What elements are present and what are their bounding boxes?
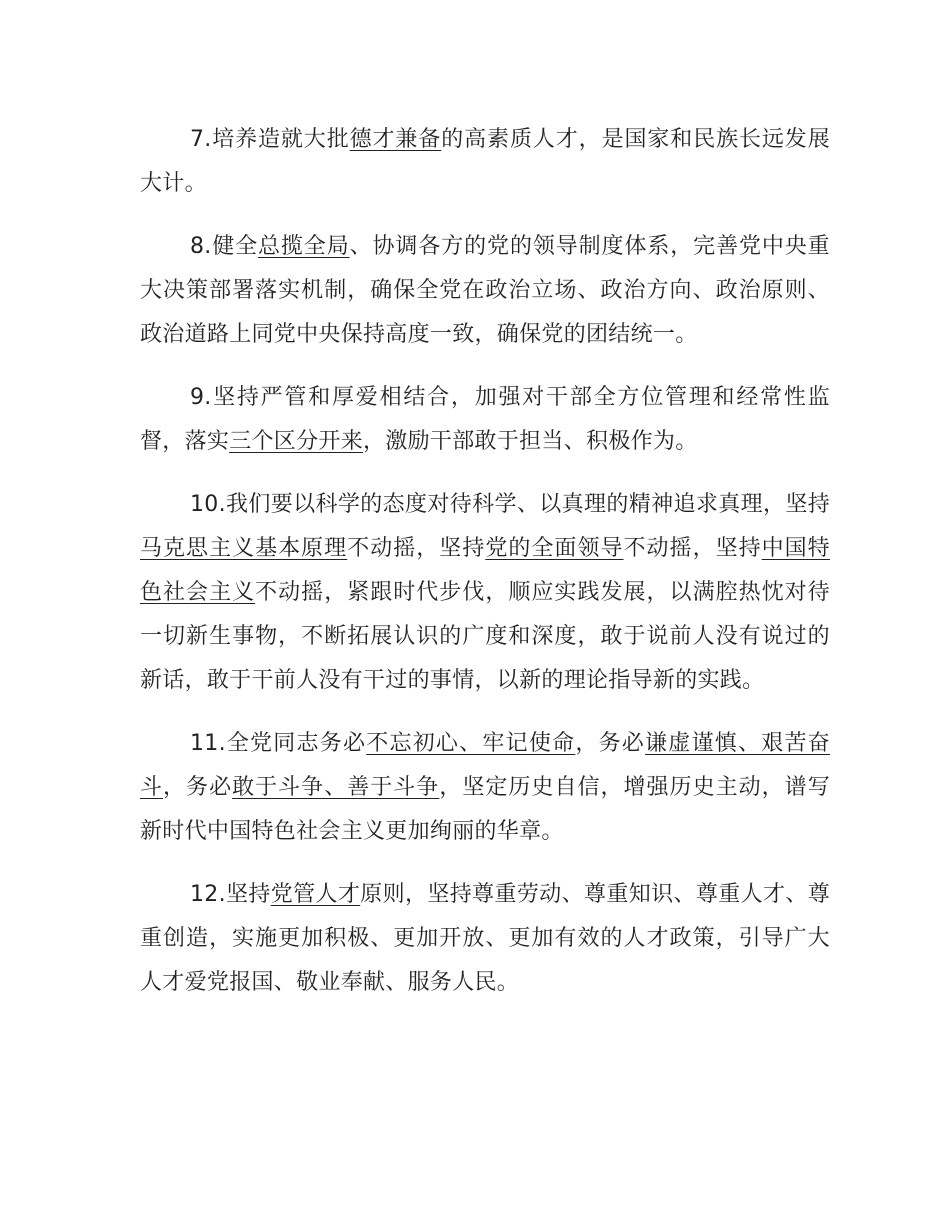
underlined-term: 三个区分开来	[229, 429, 364, 454]
text-run: 不动摇，紧跟时代步伐，顺应实践发展，以满腔热忱对待一切新生事物，不断拓展认识的广度和深度，敢于说前人没有说过的新话，敢于干前人没有干过的事情，以新的理论指导新的实践。	[140, 580, 830, 693]
paragraph-10	[140, 483, 830, 703]
underlined-term: 党管人才	[270, 882, 361, 907]
text-run: 11.全党同志务必	[190, 731, 367, 756]
paragraph-11	[140, 722, 830, 854]
text-run: ，坚定历史自信，增强历史主动，谱写新时代中国特色社会主义更加绚丽的华章。	[140, 775, 830, 844]
paragraph-7	[140, 118, 830, 206]
text-run: 8.健全	[190, 234, 258, 259]
text-run: 不动摇，坚持	[347, 536, 486, 561]
text-run: 、协调各方的党的领导制度体系，完善党中央重大决策部署落实机制，确保全党在政治立场、政治方向、政治原则、政治道路上同党中央保持高度一致，确保党的团结统一。	[140, 234, 830, 347]
paragraph-12	[140, 873, 830, 1005]
paragraph-8	[140, 225, 830, 357]
document-body	[140, 118, 830, 1024]
underlined-term: 总揽全局	[258, 234, 350, 259]
text-run: ，务必	[575, 731, 646, 756]
underlined-term: 德才兼备	[349, 127, 442, 152]
underlined-term: 敢于斗争、善于斗争	[232, 775, 440, 800]
paragraph-9	[140, 376, 830, 464]
text-run: 不动摇，坚持	[623, 536, 762, 561]
underlined-term: 党的全面领导	[485, 536, 624, 561]
text-run: 12.坚持	[190, 882, 271, 907]
underlined-term: 谦虚谨慎、艰苦奋斗	[140, 731, 830, 800]
text-run: 9.坚持严管和厚爱相结合，加强对干部全方位管理和经常性监督，落实	[140, 385, 830, 454]
underlined-term: 马克思主义基本原理	[140, 536, 348, 561]
underlined-term: 中国特色社会主义	[140, 536, 830, 605]
text-run: ，务必	[163, 775, 233, 800]
underlined-term: 不忘初心、牢记使命	[366, 731, 576, 756]
text-run: 10.我们要以科学的态度对待科学、以真理的精神追求真理，坚持	[190, 492, 830, 517]
text-run: ，激励干部敢于担当、积极作为。	[363, 429, 698, 454]
text-run: 原则，坚持尊重劳动、尊重知识、尊重人才、尊重创造，实施更加积极、更加开放、更加有效的人才政策，引导广大人才爱党报国、敬业奉献、服务人民。	[140, 882, 830, 995]
text-run: 7.培养造就大批	[190, 127, 350, 152]
text-run: 的高素质人才，是国家和民族长远发展大计。	[140, 127, 831, 196]
